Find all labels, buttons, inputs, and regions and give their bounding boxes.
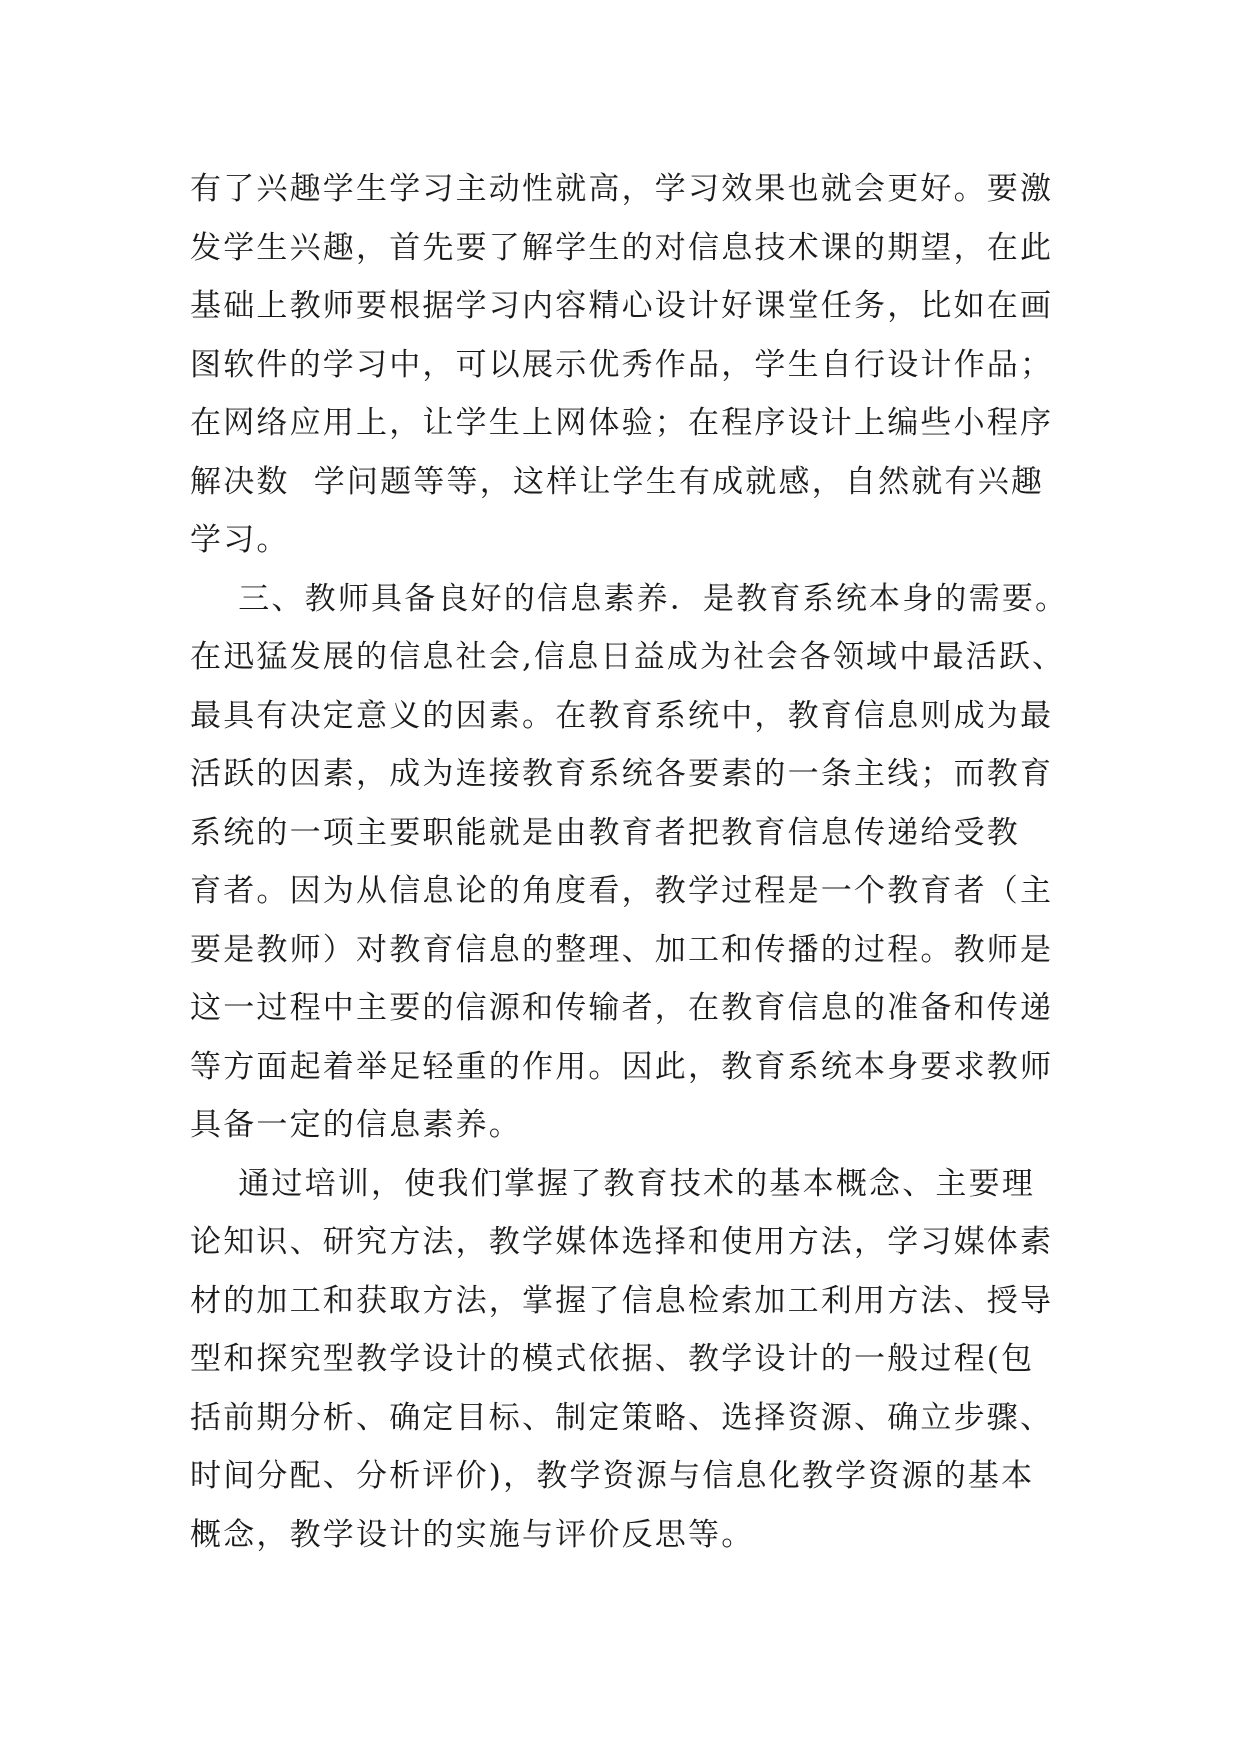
document-body xyxy=(190,160,1070,1564)
text-line: 型和探究型教学设计的模式依据、教学设计的一般过程(包 xyxy=(190,1341,1035,1377)
text-line: 学习。 xyxy=(190,522,290,558)
text-line: 解决数 学问题等等，这样让学生有成就感，自然就有兴趣 xyxy=(190,463,1045,500)
text-line: 等方面起着举足轻重的作用。因此，教育系统本身要求教师 xyxy=(190,1048,1054,1085)
text-line: 这一过程中主要的信源和传输者，在教育信息的准备和传递 xyxy=(190,990,1054,1026)
text-line: 通过培训，使我们掌握了教育技术的基本概念、主要理 xyxy=(190,1165,1036,1202)
text-line: 时间分配、分析评价)，教学资源与信息化教学资源的基本 xyxy=(190,1458,1035,1494)
text-line: 概念，教学设计的实施与评价反思等。 xyxy=(190,1516,755,1553)
text-line: 论知识、研究方法，教学媒体选择和使用方法，学习媒体素 xyxy=(190,1224,1054,1260)
paragraph-3 xyxy=(190,1155,1070,1565)
text-line: 材的加工和获取方法，掌握了信息检索加工利用方法、授导 xyxy=(190,1282,1054,1319)
text-line: 有了兴趣学生学习主动性就高，学习效果也就会更好。要激 xyxy=(190,171,1054,207)
text-line: 系统的一项主要职能就是由教育者把教育信息传递给受教 xyxy=(190,814,1020,851)
paragraph-2 xyxy=(190,570,1070,1155)
paragraph-1 xyxy=(190,160,1070,570)
text-line: 活跃的因素，成为连接教育系统各要素的一条主线；而教育 xyxy=(190,756,1054,792)
text-line: 育者。因为从信息论的角度看，教学过程是一个教育者（主 xyxy=(190,873,1054,909)
text-line: 图软件的学习中，可以展示优秀作品，学生自行设计作品； xyxy=(190,346,1054,383)
text-line: 最具有决定意义的因素。在教育系统中，教育信息则成为最 xyxy=(190,697,1054,734)
text-line: 要是教师）对教育信息的整理、加工和传播的过程。教师是 xyxy=(190,931,1054,968)
text-line: 在网络应用上，让学生上网体验；在程序设计上编些小程序 xyxy=(190,405,1054,441)
text-line: 基础上教师要根据学习内容精心设计好课堂任务，比如在画 xyxy=(190,288,1054,324)
text-line: 具备一定的信息素养。 xyxy=(190,1107,522,1143)
text-line: 三、教师具备良好的信息素养．是教育系统本身的需要。 xyxy=(190,580,1069,617)
text-line: 发学生兴趣，首先要了解学生的对信息技术课的期望，在此 xyxy=(190,229,1054,266)
text-line: 括前期分析、确定目标、制定策略、选择资源、确立步骤、 xyxy=(190,1399,1054,1436)
text-line: 在迅猛发展的信息社会,信息日益成为社会各领域中最活跃、 xyxy=(190,639,1066,675)
